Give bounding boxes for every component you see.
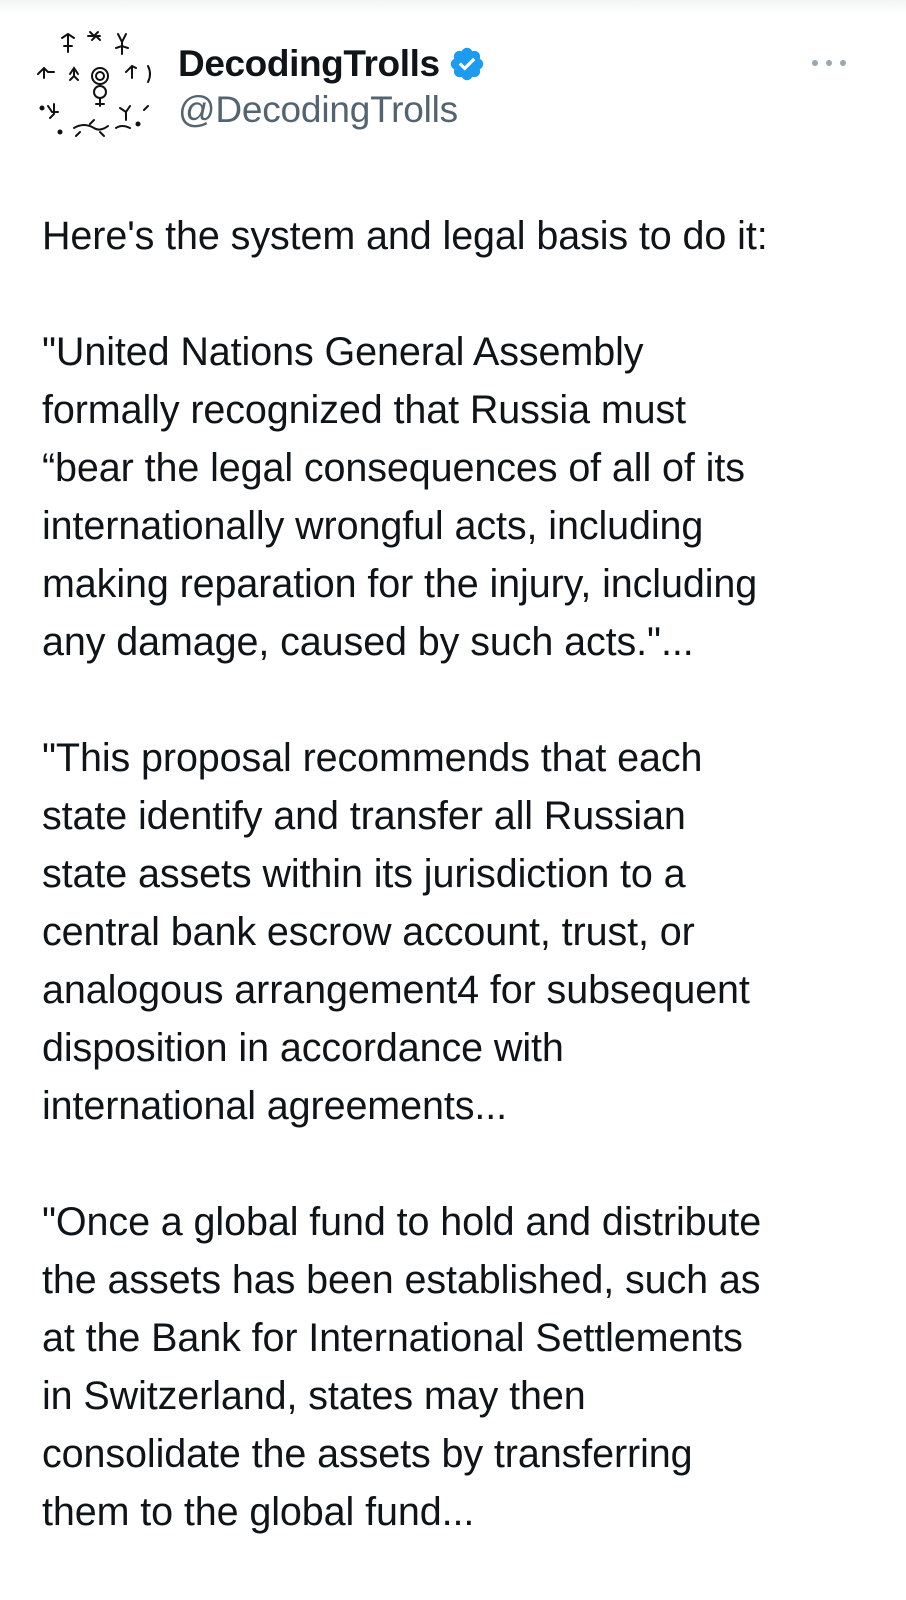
tweet-line: state identify and transfer all Russian [42, 794, 686, 838]
paragraph-gap [42, 1135, 872, 1193]
tweet-line: any damage, caused by such acts."... [42, 620, 694, 664]
tweet-line: "Once a global fund to hold and distribute [42, 1200, 762, 1244]
tweet-line: the assets has been established, such as [42, 1258, 761, 1302]
tweet-line: internationally wrongful acts, including [42, 504, 704, 548]
tweet-line: making reparation for the injury, including [42, 562, 758, 606]
tweet-line: formally recognized that Russia must [42, 388, 687, 432]
tweet-line: at the Bank for International Settlements [42, 1316, 743, 1360]
tweet-line: international agreements... [42, 1084, 507, 1128]
more-dot [840, 60, 846, 66]
verified-badge-icon [448, 45, 486, 83]
tweet-header [0, 0, 906, 160]
more-options-icon[interactable] [812, 50, 846, 76]
tweet-line: disposition in accordance with [42, 1026, 564, 1070]
tweet-line: “bear the legal consequences of all of its [42, 446, 745, 490]
paragraph-gap [42, 265, 872, 323]
author-name-row [178, 42, 486, 86]
tweet-line: central bank escrow account, trust, or [42, 910, 695, 954]
author-display-name[interactable]: DecodingTrolls [178, 43, 440, 84]
tweet-line: "This proposal recommends that each [42, 736, 703, 780]
tweet-line: "United Nations General Assembly [42, 330, 644, 374]
tweet-line: in Switzerland, states may then [42, 1374, 586, 1418]
paragraph-gap [42, 671, 872, 729]
tweet-line: Here's the system and legal basis to do it: [42, 214, 768, 258]
tweet-line: state assets within its jurisdiction to a [42, 852, 686, 896]
tweet-paragraph-4 [42, 1193, 872, 1541]
more-dot [826, 60, 832, 66]
tweet-line: analogous arrangement4 for subsequent [42, 968, 750, 1012]
tweet-paragraph-1 [42, 207, 872, 265]
author-handle[interactable]: @DecodingTrolls [178, 89, 458, 130]
tweet-text [42, 207, 872, 1541]
petroglyph-avatar-icon[interactable] [30, 28, 158, 146]
tweet-paragraph-2 [42, 323, 872, 671]
more-dot [812, 60, 818, 66]
tweet-paragraph-3 [42, 729, 872, 1135]
tweet-line: them to the global fund... [42, 1490, 475, 1534]
tweet-line: consolidate the assets by transferring [42, 1432, 693, 1476]
